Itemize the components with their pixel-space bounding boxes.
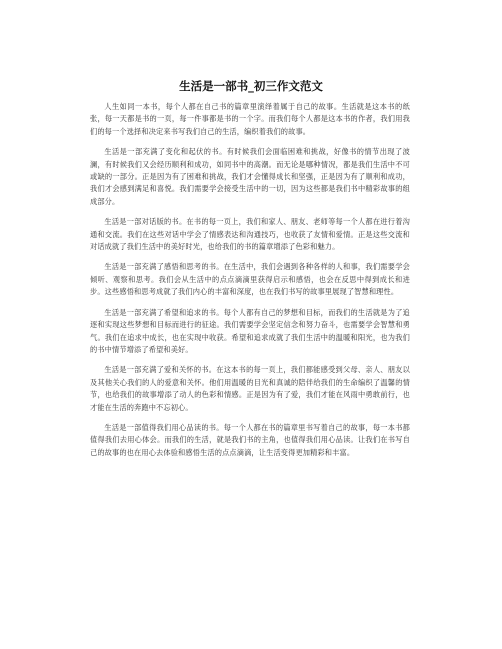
paragraph-6: 生活是一部充满了爱和关怀的书。在这本书的每一页上，我们都能感受到父母、亲人、朋友以及其他关心我们的人的爱意和关怀。他们用温暖的目光和真诚的陪伴给我们的生命编织了温馨的情节，也给我们的故事增添了动人的色彩和情感。正是因为有了爱，我们才能在风雨中勇敢前行，也才能在生活的奔跑中不忘初心。 — [90, 365, 410, 412]
paragraph-7: 生活是一部值得我们用心品读的书。每一个人都在书的篇章里书写着自己的故事，每一本书都值得我们去用心体会。而我们的生活，就是我们书的主角，也值得我们用心品读。让我们在书写自己的故事的也在用心去体验和感悟生活的点点滴滴，让生活变得更加精彩和丰富。 — [90, 422, 410, 457]
article-body — [90, 101, 410, 467]
page-title: 生活是一部书_初三作文范文 — [179, 79, 323, 93]
paragraph-1: 人生如同一本书，每个人都在自己书的篇章里演绎着属于自己的故事。生活就是这本书的纸张，每一天都是书的一页，每一件事都是书的一个字。而我们每个人都是这本书的作者，我们用我们的每一个选择和决定来书写我们自己的生活，编织着我们的故事。 — [90, 102, 410, 136]
paragraph-5: 生活是一部充满了希望和追求的书。每个人都有自己的梦想和目标，而我们的生活就是为了追逐和实现这些梦想和目标而进行的征途。我们需要学会坚定信念和努力奋斗，也需要学会智慧和勇气。我们在追求中成长，也在实现中收获。希望和追求成就了我们生活中的温暖和阳光，也为我们的书中情节增添了希望和美好。 — [90, 307, 410, 354]
paragraph-4: 生活是一部充满了感悟和思考的书。在生活中，我们会遇到各种各样的人和事，我们需要学会倾听、观察和思考。我们会从生活中的点点滴滴里获得启示和感悟，也会在反思中得到成长和进步。这些感悟和思考成就了我们内心的丰富和深度，也在我们书写的故事里展现了智慧和理性。 — [90, 262, 410, 297]
paragraph-3: 生活是一部对话版的书。在书的每一页上，我们和家人、朋友、老师等每一个人都在进行着沟通和交流。我们在这些对话中学会了情感表达和沟通技巧，也收获了友情和爱情。正是这些交流和对话成就了我们生活中的美好时光，也给我们的书的篇章增添了色彩和魅力。 — [90, 217, 410, 252]
paragraph-2: 生活是一部充满了变化和起伏的书。有时候我们会面临困难和挑战，好像书的情节出现了波澜，有时候我们又会经历顺利和成功，如同书中的高潮。而无论是哪种情况，都是我们生活中不可或缺的一部分。正是因为有了困难和挑战，我们才会懂得成长和坚强，正是因为有了顺利和成功，我们才会感到满足和喜悦。我们需要学会接受生活中的一切，因为这些都是我们书中精彩故事的组成部分。 — [90, 147, 410, 206]
